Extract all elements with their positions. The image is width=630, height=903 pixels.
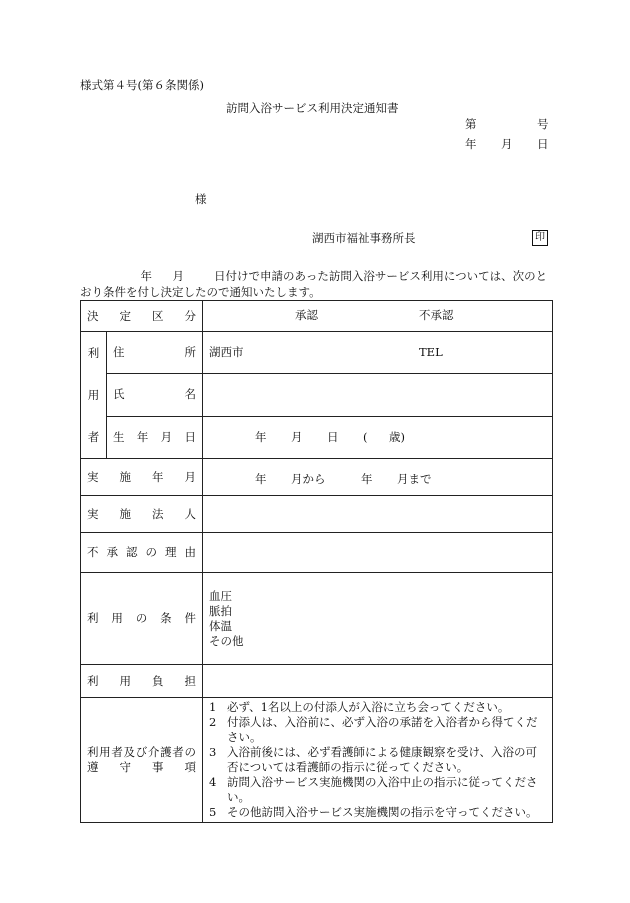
document-title: 訪問入浴サービス利用決定通知書 — [226, 101, 399, 115]
address-field — [203, 332, 553, 374]
rule-item: 1 必ず、1名以上の付添人が入浴に立ち会ってください。 — [209, 700, 510, 714]
user-group-char-2: 用 — [87, 388, 100, 402]
document-number-prefix: 第 — [465, 117, 477, 131]
rule-item: 5 その他訪問入浴サービス実施機関の指示を守ってください。 — [209, 805, 538, 819]
period-month-to: 月まで — [397, 472, 432, 486]
issue-date-year: 年 — [465, 137, 477, 151]
issuer-name: 湖西市福祉事務所長 — [312, 231, 416, 245]
reject-reason-field — [203, 533, 553, 573]
period-label: 実施年月 — [81, 459, 203, 496]
rule-item: 4 訪問入浴サービス実施機関の入浴中止の指示に従ってください。 — [209, 775, 538, 804]
user-group-char-1: 利 — [87, 346, 100, 360]
decision-table — [80, 300, 553, 823]
condition-temperature: 体温 — [209, 618, 232, 633]
condition-pulse: 脈拍 — [209, 603, 232, 618]
birth-day: 日 — [327, 429, 339, 444]
rules-label — [81, 698, 203, 823]
addressee-suffix: 様 — [195, 192, 207, 206]
intro-line2: おり条件を付し決定したので通知いたします。 — [80, 285, 321, 299]
rule-item: 2 付添人は、入浴前に、必ず入浴の承諾を入浴者から得てください。 — [209, 715, 538, 744]
birthdate-label: 生年月日 — [107, 416, 203, 458]
birthdate-field — [203, 416, 553, 458]
period-field — [203, 459, 553, 496]
birth-month: 月 — [291, 429, 303, 444]
reject-reason-label: 不承認の理由 — [81, 533, 203, 573]
decision-category-label: 決定区分 — [81, 301, 203, 332]
rules-list — [203, 698, 553, 823]
condition-blood-pressure: 血圧 — [209, 588, 232, 603]
conditions-label: 利用の条件 — [81, 573, 203, 665]
period-year-to: 年 — [361, 472, 373, 486]
approve-option: 承認 — [295, 308, 318, 322]
intro-month: 月 — [172, 269, 184, 283]
user-group-char-3: 者 — [87, 430, 100, 444]
rules-label-line1: 利用者及び介護者の — [87, 745, 196, 759]
name-label: 氏名 — [107, 374, 203, 416]
address-value: 湖西市 — [209, 345, 244, 360]
issue-date-day: 日 — [537, 137, 549, 151]
period-month-from: 月から — [291, 472, 326, 486]
birth-age-close: 歳) — [389, 429, 405, 444]
seal-mark: 印 — [532, 230, 548, 246]
tel-label: TEL — [419, 345, 443, 359]
condition-other: その他 — [209, 633, 244, 648]
name-field — [203, 374, 553, 416]
provider-field — [203, 496, 553, 533]
provider-label: 実施法人 — [81, 496, 203, 533]
decision-category-value — [203, 301, 553, 332]
conditions-field — [203, 573, 553, 665]
birth-year: 年 — [255, 429, 267, 444]
intro-year: 年 — [140, 269, 152, 283]
period-year-from: 年 — [255, 472, 267, 486]
form-number-label: 様式第４号(第６条関係) — [80, 78, 204, 92]
rules-label-line2: 遵守事項 — [87, 760, 196, 774]
user-group-label — [81, 332, 107, 459]
burden-label: 利用負担 — [81, 665, 203, 698]
document-number-suffix: 号 — [537, 117, 549, 131]
address-label: 住所 — [107, 332, 203, 374]
rule-item: 3 入浴前後には、必ず看護師による健康観察を受け、入浴の可否については看護師の指示に従ってください。 — [209, 745, 538, 774]
issue-date-month: 月 — [501, 137, 513, 151]
intro-paragraph — [80, 268, 560, 300]
burden-field — [203, 665, 553, 698]
reject-option: 不承認 — [419, 308, 454, 322]
intro-line1: 日付けで申請のあった訪問入浴サービス利用については、次のと — [214, 269, 548, 283]
birth-age-open: ( — [363, 429, 368, 444]
